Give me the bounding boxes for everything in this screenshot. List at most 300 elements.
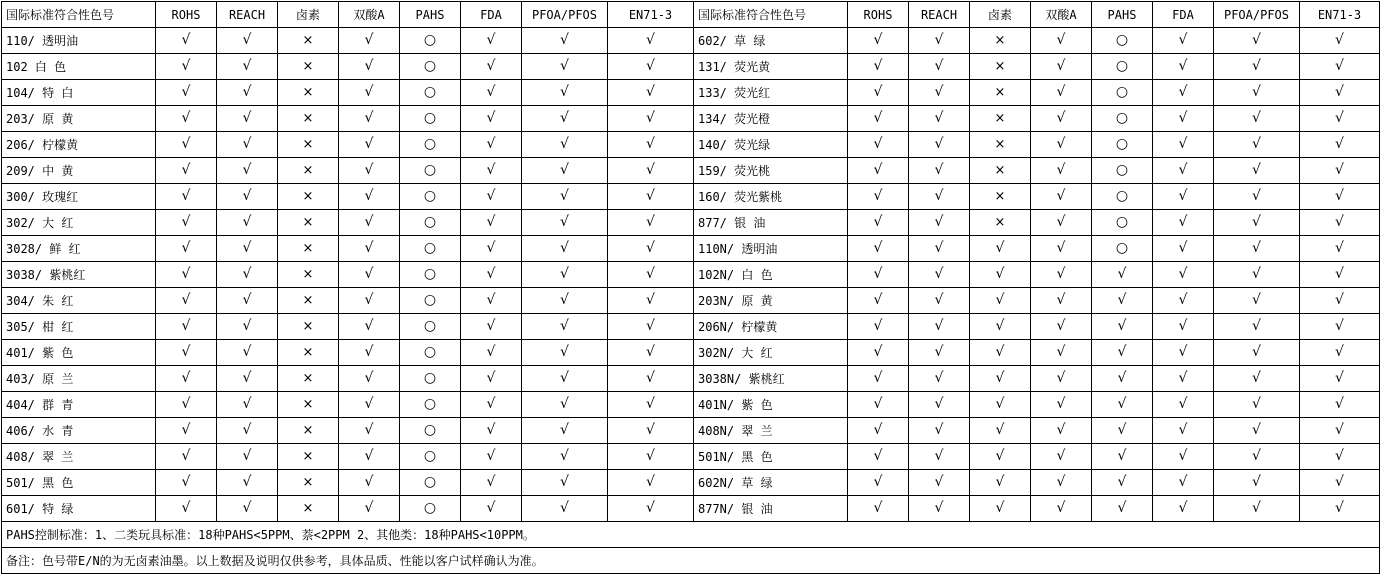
compliance-cell xyxy=(1092,236,1153,262)
compliance-mark: √ xyxy=(1056,448,1066,464)
compliance-cell xyxy=(461,496,522,522)
compliance-mark: √ xyxy=(1335,214,1344,230)
compliance-cell xyxy=(522,80,608,106)
compliance-mark: √ xyxy=(560,84,569,100)
compliance-mark: √ xyxy=(1178,188,1188,204)
compliance-cell xyxy=(522,470,608,496)
compliance-mark: × xyxy=(302,136,314,152)
compliance-mark: √ xyxy=(1335,396,1344,412)
compliance-cell xyxy=(1092,184,1153,210)
compliance-mark: √ xyxy=(242,110,252,126)
compliance-mark: √ xyxy=(1056,240,1066,256)
compliance-mark: √ xyxy=(364,84,374,100)
compliance-cell xyxy=(1031,236,1092,262)
compliance-mark: √ xyxy=(364,422,374,438)
compliance-cell xyxy=(909,158,970,184)
compliance-mark: × xyxy=(302,162,314,178)
compliance-cell xyxy=(1031,184,1092,210)
compliance-cell xyxy=(608,54,694,80)
compliance-cell xyxy=(278,106,339,132)
compliance-cell xyxy=(608,28,694,54)
compliance-cell xyxy=(400,262,461,288)
compliance-cell xyxy=(278,496,339,522)
compliance-cell xyxy=(1214,444,1300,470)
compliance-cell xyxy=(156,418,217,444)
compliance-mark: √ xyxy=(646,58,655,74)
compliance-mark: √ xyxy=(646,370,655,386)
compliance-mark: √ xyxy=(560,474,569,490)
compliance-mark: √ xyxy=(1335,500,1344,516)
table-row xyxy=(2,392,1380,418)
compliance-cell xyxy=(278,444,339,470)
compliance-cell xyxy=(1092,340,1153,366)
compliance-cell xyxy=(1300,288,1380,314)
compliance-cell xyxy=(1300,236,1380,262)
compliance-mark: √ xyxy=(934,162,944,178)
color-code-right: 302N/ 大 红 xyxy=(694,340,848,366)
compliance-mark: √ xyxy=(1178,500,1188,516)
compliance-mark: √ xyxy=(1178,448,1188,464)
compliance-cell xyxy=(848,236,909,262)
compliance-mark: × xyxy=(302,240,314,256)
compliance-cell xyxy=(339,366,400,392)
compliance-mark: √ xyxy=(646,84,655,100)
compliance-cell xyxy=(1031,210,1092,236)
compliance-cell xyxy=(848,54,909,80)
header-col-en71-3-right: EN71-3 xyxy=(1300,2,1380,28)
compliance-mark: × xyxy=(302,344,314,360)
compliance-cell xyxy=(1092,262,1153,288)
compliance-mark: √ xyxy=(486,240,496,256)
compliance-cell xyxy=(278,340,339,366)
compliance-mark: × xyxy=(302,318,314,334)
compliance-mark: √ xyxy=(1178,32,1188,48)
color-code-left: 209/ 中 黄 xyxy=(2,158,156,184)
header-col-reach-right: REACH xyxy=(909,2,970,28)
compliance-mark: √ xyxy=(364,214,374,230)
compliance-cell xyxy=(1092,80,1153,106)
compliance-mark: √ xyxy=(1178,474,1188,490)
compliance-cell xyxy=(1214,80,1300,106)
compliance-cell xyxy=(970,262,1031,288)
compliance-cell xyxy=(970,314,1031,340)
compliance-cell xyxy=(1031,340,1092,366)
compliance-mark: √ xyxy=(1252,110,1261,126)
compliance-cell xyxy=(461,444,522,470)
compliance-cell xyxy=(400,184,461,210)
compliance-cell xyxy=(1153,184,1214,210)
compliance-mark: √ xyxy=(995,266,1005,282)
compliance-cell xyxy=(1153,210,1214,236)
compliance-mark: √ xyxy=(1056,318,1066,334)
compliance-mark: ○ xyxy=(1115,214,1129,230)
compliance-mark: √ xyxy=(364,240,374,256)
compliance-cell xyxy=(461,392,522,418)
compliance-cell xyxy=(970,418,1031,444)
color-code-left: 406/ 水 青 xyxy=(2,418,156,444)
compliance-cell xyxy=(1300,470,1380,496)
compliance-cell xyxy=(156,54,217,80)
compliance-cell xyxy=(156,262,217,288)
compliance-mark: √ xyxy=(1252,136,1261,152)
compliance-cell xyxy=(970,54,1031,80)
compliance-cell xyxy=(461,340,522,366)
compliance-cell xyxy=(1031,418,1092,444)
compliance-cell xyxy=(217,184,278,210)
compliance-mark: √ xyxy=(934,318,944,334)
compliance-cell xyxy=(970,80,1031,106)
compliance-mark: × xyxy=(994,58,1006,74)
compliance-mark: ○ xyxy=(423,84,437,100)
compliance-cell xyxy=(1153,106,1214,132)
compliance-mark: √ xyxy=(181,58,191,74)
compliance-cell xyxy=(970,28,1031,54)
compliance-mark: √ xyxy=(873,188,883,204)
compliance-mark: √ xyxy=(646,396,655,412)
compliance-mark: √ xyxy=(646,448,655,464)
compliance-cell xyxy=(156,184,217,210)
compliance-mark: ○ xyxy=(423,266,437,282)
compliance-cell xyxy=(608,80,694,106)
header-col-rohs-right: ROHS xyxy=(848,2,909,28)
compliance-cell xyxy=(1153,314,1214,340)
table-row xyxy=(2,262,1380,288)
compliance-mark: √ xyxy=(1178,84,1188,100)
compliance-mark: √ xyxy=(1178,292,1188,308)
compliance-cell xyxy=(1300,340,1380,366)
compliance-cell xyxy=(608,340,694,366)
compliance-cell xyxy=(1300,262,1380,288)
compliance-cell xyxy=(1153,366,1214,392)
compliance-mark: ○ xyxy=(423,240,437,256)
compliance-mark: √ xyxy=(242,32,252,48)
compliance-mark: √ xyxy=(1335,162,1344,178)
compliance-mark: × xyxy=(302,266,314,282)
compliance-mark: ○ xyxy=(1115,32,1129,48)
compliance-cell xyxy=(339,444,400,470)
compliance-cell xyxy=(156,496,217,522)
compliance-cell xyxy=(1300,54,1380,80)
table-row xyxy=(2,314,1380,340)
compliance-mark: √ xyxy=(1335,240,1344,256)
compliance-cell xyxy=(608,496,694,522)
compliance-cell xyxy=(1300,314,1380,340)
color-code-right: 3038N/ 紫桃红 xyxy=(694,366,848,392)
compliance-mark: √ xyxy=(1056,188,1066,204)
compliance-mark: √ xyxy=(1335,266,1344,282)
compliance-mark: √ xyxy=(873,162,883,178)
compliance-mark: √ xyxy=(873,370,883,386)
compliance-cell xyxy=(522,28,608,54)
compliance-mark: √ xyxy=(560,32,569,48)
compliance-mark: ○ xyxy=(1115,240,1129,256)
compliance-cell xyxy=(522,54,608,80)
compliance-mark: √ xyxy=(1117,448,1127,464)
header-col-halogen-right: 卤素 xyxy=(970,2,1031,28)
compliance-mark: √ xyxy=(934,136,944,152)
compliance-cell xyxy=(278,184,339,210)
compliance-cell xyxy=(848,28,909,54)
compliance-mark: √ xyxy=(181,188,191,204)
compliance-mark: √ xyxy=(1252,84,1261,100)
compliance-cell xyxy=(339,28,400,54)
compliance-mark: √ xyxy=(1056,266,1066,282)
compliance-mark: √ xyxy=(934,292,944,308)
compliance-mark: × xyxy=(994,136,1006,152)
compliance-cell xyxy=(461,418,522,444)
compliance-mark: √ xyxy=(1117,422,1127,438)
compliance-mark: √ xyxy=(1335,292,1344,308)
compliance-cell xyxy=(1300,106,1380,132)
compliance-cell xyxy=(970,392,1031,418)
compliance-cell xyxy=(848,210,909,236)
compliance-cell xyxy=(1300,80,1380,106)
compliance-mark: √ xyxy=(1252,344,1261,360)
compliance-cell xyxy=(278,28,339,54)
compliance-cell xyxy=(608,444,694,470)
compliance-cell xyxy=(909,106,970,132)
compliance-mark: √ xyxy=(1056,162,1066,178)
compliance-cell xyxy=(909,184,970,210)
compliance-mark: √ xyxy=(486,422,496,438)
compliance-mark: √ xyxy=(364,370,374,386)
compliance-mark: √ xyxy=(486,266,496,282)
compliance-cell xyxy=(1031,28,1092,54)
compliance-cell xyxy=(339,80,400,106)
compliance-cell xyxy=(217,80,278,106)
compliance-mark: √ xyxy=(1056,344,1066,360)
compliance-mark: √ xyxy=(873,448,883,464)
compliance-mark: √ xyxy=(934,214,944,230)
compliance-cell xyxy=(1153,470,1214,496)
compliance-mark: √ xyxy=(1056,474,1066,490)
compliance-mark: √ xyxy=(1056,84,1066,100)
compliance-mark: √ xyxy=(242,422,252,438)
header-col-bpa-right: 双酸A xyxy=(1031,2,1092,28)
compliance-mark: √ xyxy=(1335,84,1344,100)
compliance-mark: ○ xyxy=(1115,58,1129,74)
compliance-mark: √ xyxy=(486,318,496,334)
color-code-right: 110N/ 透明油 xyxy=(694,236,848,262)
compliance-cell xyxy=(461,262,522,288)
compliance-cell xyxy=(1031,496,1092,522)
compliance-cell xyxy=(1092,288,1153,314)
compliance-cell xyxy=(400,392,461,418)
compliance-cell xyxy=(909,418,970,444)
color-code-right: 206N/ 柠檬黄 xyxy=(694,314,848,340)
compliance-cell xyxy=(156,392,217,418)
compliance-cell xyxy=(217,444,278,470)
compliance-mark: √ xyxy=(873,474,883,490)
header-left-name: 国际标准符合性色号 xyxy=(2,2,156,28)
compliance-mark: √ xyxy=(995,370,1005,386)
compliance-mark: √ xyxy=(1335,110,1344,126)
compliance-cell xyxy=(909,470,970,496)
compliance-mark: √ xyxy=(560,500,569,516)
compliance-mark: √ xyxy=(1252,58,1261,74)
compliance-cell xyxy=(1092,314,1153,340)
compliance-cell xyxy=(1031,444,1092,470)
compliance-cell xyxy=(217,366,278,392)
compliance-cell xyxy=(278,418,339,444)
compliance-mark: √ xyxy=(1335,448,1344,464)
compliance-cell xyxy=(1092,158,1153,184)
compliance-mark: √ xyxy=(934,474,944,490)
compliance-mark: √ xyxy=(364,110,374,126)
table-row xyxy=(2,496,1380,522)
compliance-cell xyxy=(1092,418,1153,444)
color-code-left: 304/ 朱 红 xyxy=(2,288,156,314)
compliance-mark: √ xyxy=(1056,422,1066,438)
compliance-mark: √ xyxy=(873,136,883,152)
compliance-cell xyxy=(400,496,461,522)
compliance-cell xyxy=(848,132,909,158)
table-row xyxy=(2,106,1380,132)
compliance-cell xyxy=(1300,392,1380,418)
compliance-cell xyxy=(848,262,909,288)
compliance-mark: √ xyxy=(1252,396,1261,412)
compliance-mark: √ xyxy=(873,396,883,412)
compliance-cell xyxy=(1031,262,1092,288)
compliance-mark: √ xyxy=(486,214,496,230)
compliance-cell xyxy=(1153,288,1214,314)
table-row xyxy=(2,236,1380,262)
compliance-cell xyxy=(217,496,278,522)
compliance-mark: √ xyxy=(181,370,191,386)
compliance-mark: √ xyxy=(1335,422,1344,438)
compliance-cell xyxy=(608,132,694,158)
compliance-mark: √ xyxy=(181,318,191,334)
header-col-pfoa-pfos-right: PFOA/PFOS xyxy=(1214,2,1300,28)
compliance-mark: √ xyxy=(486,162,496,178)
compliance-cell xyxy=(848,418,909,444)
table-row xyxy=(2,80,1380,106)
compliance-cell xyxy=(970,184,1031,210)
compliance-mark: √ xyxy=(486,474,496,490)
header-right-name: 国际标准符合性色号 xyxy=(694,2,848,28)
compliance-mark: √ xyxy=(934,422,944,438)
compliance-cell xyxy=(156,340,217,366)
compliance-cell xyxy=(217,262,278,288)
color-code-left: 102 白 色 xyxy=(2,54,156,80)
header-col-fda-right: FDA xyxy=(1153,2,1214,28)
compliance-mark: √ xyxy=(1178,58,1188,74)
header-col-en71-3: EN71-3 xyxy=(608,2,694,28)
compliance-cell xyxy=(1031,288,1092,314)
compliance-cell xyxy=(1153,340,1214,366)
color-code-right: 131/ 荧光黄 xyxy=(694,54,848,80)
compliance-mark: √ xyxy=(646,188,655,204)
compliance-cell xyxy=(522,132,608,158)
compliance-mark: √ xyxy=(486,344,496,360)
compliance-cell xyxy=(278,132,339,158)
compliance-mark: × xyxy=(302,58,314,74)
compliance-cell xyxy=(970,366,1031,392)
compliance-mark: √ xyxy=(242,344,252,360)
compliance-cell xyxy=(522,236,608,262)
compliance-cell xyxy=(339,236,400,262)
compliance-cell xyxy=(1300,132,1380,158)
compliance-mark: ○ xyxy=(423,474,437,490)
compliance-mark: √ xyxy=(560,136,569,152)
compliance-mark: √ xyxy=(1178,422,1188,438)
table-row xyxy=(2,418,1380,444)
compliance-mark: √ xyxy=(242,162,252,178)
compliance-cell xyxy=(217,28,278,54)
compliance-mark: √ xyxy=(486,448,496,464)
color-code-right: 203N/ 原 黄 xyxy=(694,288,848,314)
compliance-mark: √ xyxy=(486,292,496,308)
compliance-mark: √ xyxy=(486,136,496,152)
compliance-mark: √ xyxy=(646,136,655,152)
compliance-cell xyxy=(278,80,339,106)
compliance-mark: √ xyxy=(1252,474,1261,490)
table-row xyxy=(2,366,1380,392)
compliance-mark: √ xyxy=(1056,58,1066,74)
compliance-mark: √ xyxy=(873,292,883,308)
compliance-mark: √ xyxy=(364,474,374,490)
table-row xyxy=(2,210,1380,236)
table-row xyxy=(2,288,1380,314)
compliance-cell xyxy=(278,366,339,392)
pahs-standard-note-row xyxy=(2,522,1380,548)
table-row xyxy=(2,132,1380,158)
compliance-mark: √ xyxy=(873,110,883,126)
color-code-right: 102N/ 白 色 xyxy=(694,262,848,288)
compliance-mark: √ xyxy=(934,188,944,204)
color-code-right: 602N/ 草 绿 xyxy=(694,470,848,496)
compliance-cell xyxy=(278,314,339,340)
compliance-mark: ○ xyxy=(423,58,437,74)
table-row xyxy=(2,158,1380,184)
compliance-cell xyxy=(1153,236,1214,262)
color-code-left: 104/ 特 白 xyxy=(2,80,156,106)
color-code-right: 877/ 银 油 xyxy=(694,210,848,236)
compliance-mark: √ xyxy=(181,214,191,230)
compliance-mark: × xyxy=(302,214,314,230)
compliance-cell xyxy=(461,80,522,106)
compliance-cell xyxy=(339,314,400,340)
compliance-mark: × xyxy=(302,474,314,490)
compliance-mark: √ xyxy=(1178,396,1188,412)
compliance-cell xyxy=(848,288,909,314)
header-row xyxy=(2,2,1380,28)
compliance-cell xyxy=(970,236,1031,262)
compliance-mark: √ xyxy=(1335,58,1344,74)
color-code-left: 203/ 原 黄 xyxy=(2,106,156,132)
compliance-mark: √ xyxy=(1178,318,1188,334)
compliance-cell xyxy=(156,158,217,184)
compliance-cell xyxy=(909,132,970,158)
compliance-mark: √ xyxy=(181,422,191,438)
compliance-mark: √ xyxy=(242,370,252,386)
compliance-cell xyxy=(400,366,461,392)
compliance-mark: √ xyxy=(560,318,569,334)
compliance-cell xyxy=(1214,366,1300,392)
compliance-mark: ○ xyxy=(423,448,437,464)
compliance-mark: √ xyxy=(181,396,191,412)
compliance-cell xyxy=(400,340,461,366)
compliance-mark: √ xyxy=(1056,370,1066,386)
compliance-cell xyxy=(1214,210,1300,236)
compliance-mark: √ xyxy=(934,240,944,256)
compliance-cell xyxy=(848,158,909,184)
compliance-mark: √ xyxy=(1056,110,1066,126)
color-code-left: 404/ 群 青 xyxy=(2,392,156,418)
compliance-mark: √ xyxy=(242,500,252,516)
compliance-mark: √ xyxy=(1335,188,1344,204)
compliance-cell xyxy=(1153,418,1214,444)
